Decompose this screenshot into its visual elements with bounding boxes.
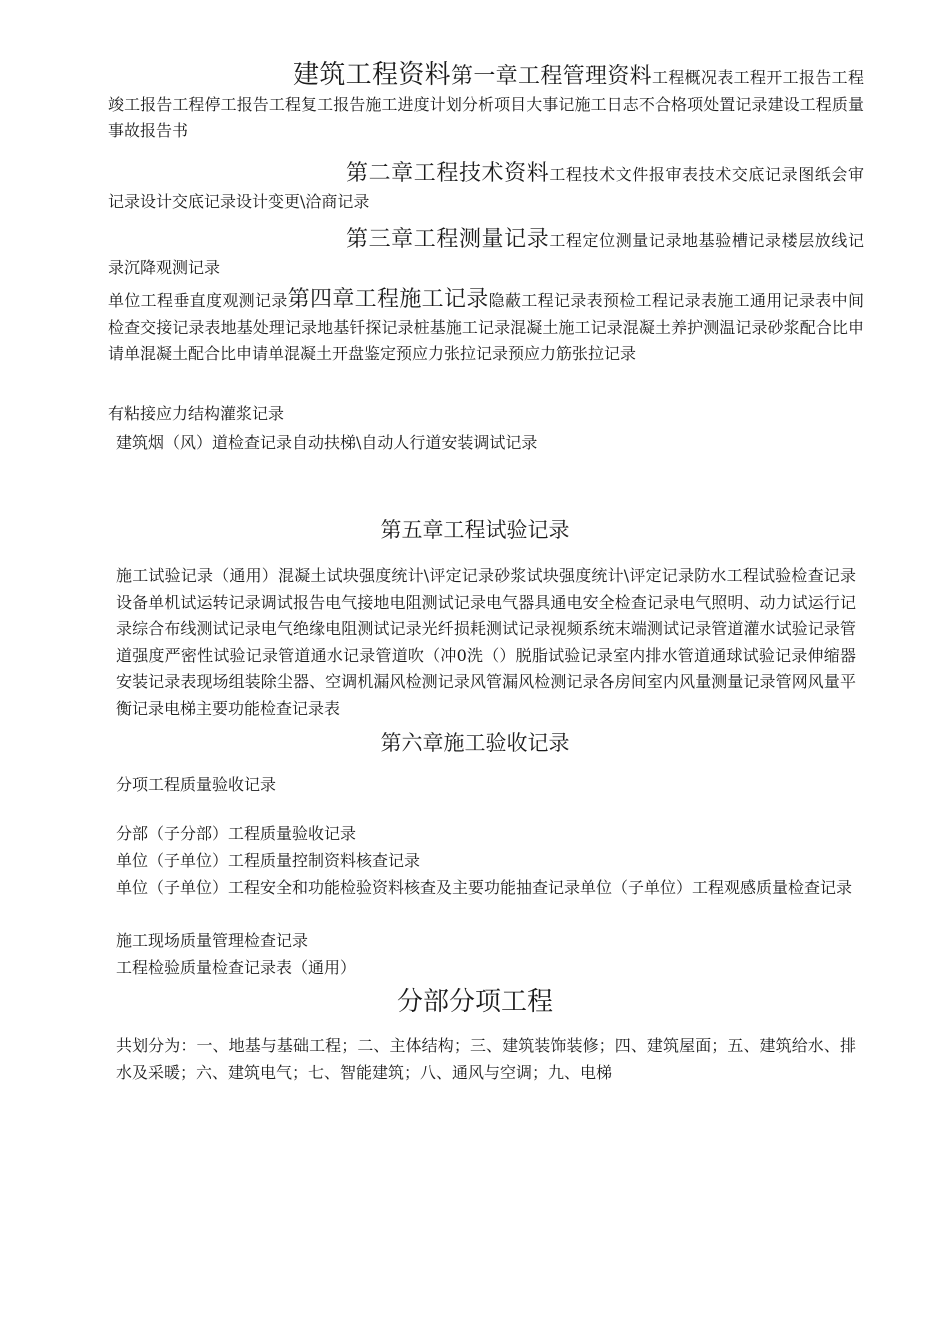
acceptance-item: 单位（子单位）工程安全和功能检验资料核查及主要功能抽查记录单位（子单位）工程观感质量检查记录: [116, 878, 853, 897]
acceptance-item: 工程检验质量检查记录表（通用）: [116, 958, 357, 977]
paragraph-chapter-4: [108, 286, 864, 368]
chapter-1-items: 工程概况表工程开工报告工程竣工报告工程停工报告工程复工报告施工进度计划分析项目大事记施工日志不合格项处置记录建设工程质量事故报告书: [108, 68, 864, 140]
paragraph-chapter-2: [108, 160, 864, 215]
chimney-record-line: 建筑烟（风）道检查记录自动扶梯\自动人行道安装调试记录: [116, 433, 538, 452]
chapter-6-heading: 第六章施工验收记录: [380, 731, 570, 755]
acceptance-item: 施工现场质量管理检查记录: [116, 931, 309, 950]
chapter-5-heading: 第五章工程试验记录: [380, 518, 570, 542]
paragraph-chapter-3: [108, 226, 864, 281]
sub-division-heading: 分部分项工程: [396, 987, 553, 1017]
chapter-3-heading: 第三章工程测量记录: [346, 227, 550, 252]
acceptance-item: 分项工程质量验收记录: [116, 775, 277, 794]
chapter-4-items: 隐蔽工程记录表预检工程记录表施工通用记录表中间检查交接记录表地基处理记录地基钎探记录桩基施工记录混凝土施工记录混凝土养护测温记录砂浆配合比申请单混凝土配合比申请单混凝土开盘鉴定预应力张拉记录预应力筋张拉记录: [108, 291, 864, 363]
chapter-5-items: 施工试验记录（通用）混凝土试块强度统计\评定记录砂浆试块强度统计\评定记录防水工程试验检查记录设备单机试运转记录调试报告电气接地电阻测试记录电气器具通电安全检查记录电气照明、动力试运行记录综合布线测试记录电气绝缘电阻测试记录光纤损耗测试记录视频系统末端测试记录管道灌水试验记录管道强度严密性试验记录管道通水记录管道吹（冲0洗（）脱脂试验记录室内排水管道通球试验记录伸缩器安装记录表现场组装除尘器、空调机漏风检测记录风管漏风检测记录各房间室内风量测量记录管网风量平衡记录电梯主要功能检查记录表: [116, 566, 856, 718]
paragraph-chapter-1: [108, 60, 864, 145]
chapter-1-heading: 第一章工程管理资料: [451, 64, 652, 89]
chapter-2-heading: 第二章工程技术资料: [346, 161, 550, 186]
document-title: 建筑工程资料: [293, 60, 451, 90]
chapter-2-items: 工程技术文件报审表技术交底记录图纸会审记录设计交底记录设计变更\洽商记录: [108, 165, 864, 211]
verticality-record: 单位工程垂直度观测记录: [108, 291, 288, 310]
chapter-3-items: 工程定位测量记录地基验槽记录楼层放线记录沉降观测记录: [108, 231, 864, 277]
sub-division-text: 共划分为：一、地基与基础工程；二、主体结构；三、建筑装饰装修；四、建筑屋面；五、建筑给水、排水及采暖；六、建筑电气；七、智能建筑；八、通风与空调；九、电梯: [116, 1036, 856, 1082]
acceptance-item: 分部（子分部）工程质量验收记录: [116, 824, 357, 843]
chapter-4-heading: 第四章工程施工记录: [287, 287, 489, 312]
grout-record-line: 有粘接应力结构灌浆记录: [108, 404, 285, 423]
acceptance-item: 单位（子单位）工程质量控制资料核查记录: [116, 851, 421, 870]
